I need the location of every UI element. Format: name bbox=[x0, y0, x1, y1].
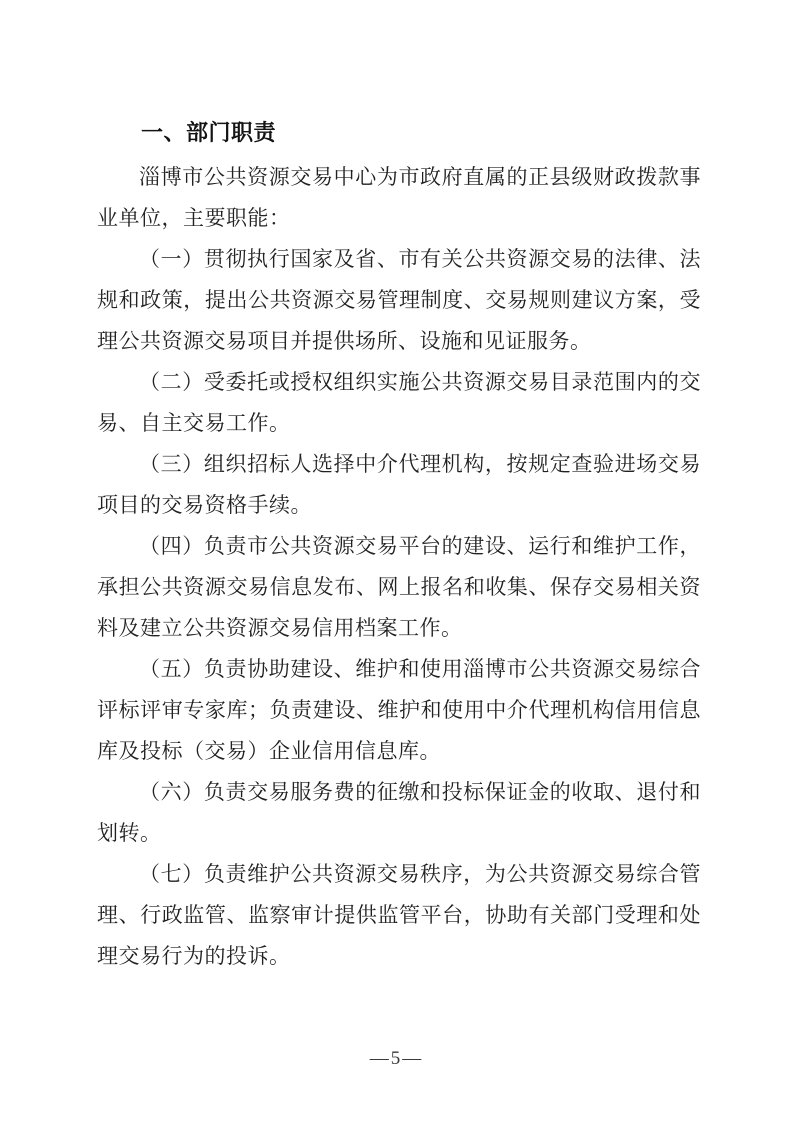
paragraph-item-5: （五）负责协助建设、维护和使用淄博市公共资源交易综合评标评审专家库；负责建设、维护和使用中介代理机构信用信息库及投标（交易）企业信用信息库。 bbox=[97, 657, 701, 763]
section-heading: 一、部门职责 bbox=[141, 120, 277, 145]
paragraph-intro: 淄博市公共资源交易中心为市政府直属的正县级财政拨款事业单位，主要职能： bbox=[97, 165, 701, 230]
paragraph-item-3: （三）组织招标人选择中介代理机构，按规定查验进场交易项目的交易资格手续。 bbox=[97, 452, 701, 517]
document-body bbox=[97, 112, 701, 977]
paragraph-item-2: （二）受委托或授权组织实施公共资源交易目录范围内的交易、自主交易工作。 bbox=[97, 370, 701, 435]
paragraph-item-6: （六）负责交易服务费的征缴和投标保证金的收取、退付和划转。 bbox=[97, 780, 701, 845]
page-number: —5— bbox=[369, 1048, 424, 1069]
paragraph-item-4: （四）负责市公共资源交易平台的建设、运行和维护工作，承担公共资源交易信息发布、网上报名和收集、保存交易相关资料及建立公共资源交易信用档案工作。 bbox=[97, 534, 701, 640]
paragraph-item-1: （一）贯彻执行国家及省、市有关公共资源交易的法律、法规和政策，提出公共资源交易管理制度、交易规则建议方案，受理公共资源交易项目并提供场所、设施和见证服务。 bbox=[97, 247, 701, 353]
paragraph-item-7: （七）负责维护公共资源交易秩序，为公共资源交易综合管理、行政监管、监察审计提供监管平台，协助有关部门受理和处理交易行为的投诉。 bbox=[97, 862, 701, 968]
